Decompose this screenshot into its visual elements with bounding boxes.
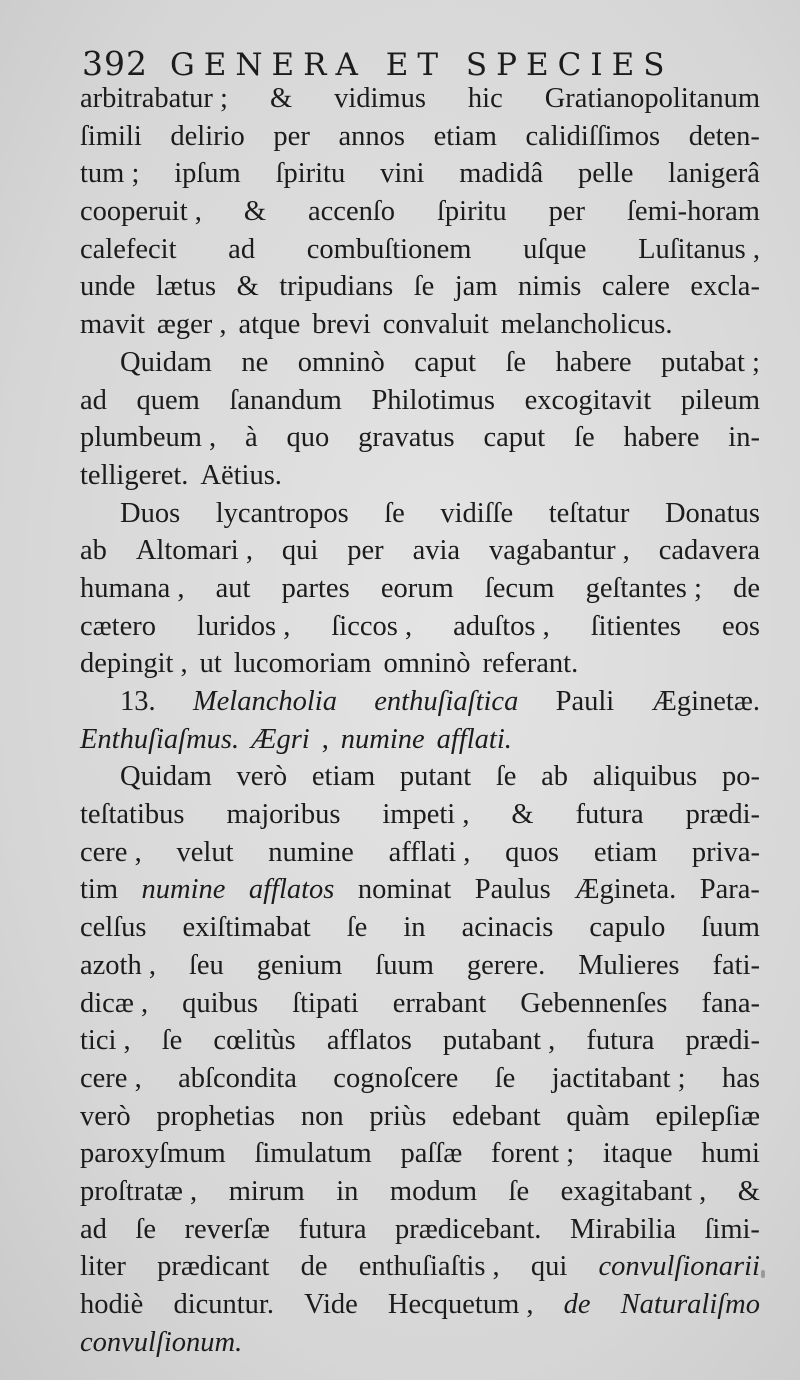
- word: jactitabant ;: [551, 1062, 686, 1094]
- text-line: [80, 758, 760, 796]
- text-line: [80, 495, 760, 533]
- word: quos: [505, 836, 560, 868]
- word: priva-: [691, 836, 760, 868]
- word: ſtipati: [292, 987, 359, 1019]
- word: ad: [80, 1213, 107, 1245]
- word: ſanandum: [229, 384, 342, 416]
- word: azoth ,: [80, 949, 156, 981]
- text-line: [80, 382, 760, 420]
- word: uſque: [523, 233, 587, 265]
- word: teſtatibus: [80, 799, 185, 831]
- word: ſemi-horam: [627, 196, 760, 228]
- word: eorum: [380, 572, 454, 604]
- word: accenſo: [308, 196, 396, 228]
- text-line: [80, 1248, 760, 1286]
- word: humi: [701, 1138, 760, 1170]
- text-line: [80, 947, 760, 985]
- word: vidimus: [334, 83, 426, 114]
- word: Ægineta.: [574, 874, 677, 906]
- word: ſe: [574, 422, 595, 454]
- word: ſe: [413, 271, 435, 303]
- word: Duos: [120, 497, 181, 529]
- word: ſe: [384, 497, 405, 529]
- word: Mulieres: [578, 949, 680, 981]
- word: ſe: [508, 1175, 530, 1207]
- word: impeti ,: [382, 799, 470, 831]
- word: vini: [380, 158, 425, 190]
- word: caput: [414, 346, 476, 378]
- word: ſe: [494, 1062, 516, 1094]
- word: Gratianopolitanum: [544, 83, 760, 114]
- word: calere: [601, 271, 670, 303]
- text-line: [80, 118, 760, 156]
- word: numine: [141, 874, 226, 906]
- word: æger ,: [156, 309, 227, 341]
- word: putant: [399, 761, 472, 793]
- text-line: [80, 1211, 760, 1249]
- word: melancholicus.: [500, 309, 673, 341]
- word: geſtantes ;: [585, 572, 702, 604]
- word: ad: [228, 233, 256, 265]
- ink-mark: [761, 1270, 765, 1278]
- word: &: [243, 196, 267, 228]
- word: etiam: [311, 761, 376, 793]
- word: verò: [80, 1100, 131, 1132]
- word: Naturaliſmo: [620, 1289, 760, 1320]
- word: humana ,: [80, 572, 185, 604]
- text-line: [80, 871, 760, 909]
- word: Hecquetum ,: [387, 1289, 534, 1320]
- word: etiam: [433, 120, 497, 152]
- word: cere ,: [80, 836, 142, 868]
- word: quo: [286, 422, 330, 454]
- word: non: [300, 1100, 344, 1132]
- word: enthuſiaſtis ,: [358, 1251, 500, 1283]
- text-line: [80, 645, 760, 683]
- text-line: [80, 1324, 760, 1362]
- word: ſe: [135, 1213, 156, 1245]
- word: vagabantur ,: [488, 535, 630, 567]
- word: abſcondita: [178, 1062, 297, 1094]
- word: hic: [467, 83, 503, 114]
- word: ut: [199, 648, 222, 680]
- word: combuſtionem: [306, 233, 472, 265]
- word: de: [733, 572, 760, 604]
- word: depingit ,: [80, 648, 188, 680]
- word: Quidam: [120, 346, 212, 378]
- word: pelle: [577, 158, 634, 190]
- word: cadavera: [658, 535, 760, 567]
- word: eos: [721, 610, 760, 642]
- word: gerere.: [466, 949, 546, 981]
- word: gravatus: [358, 422, 455, 454]
- word: putabant ,: [442, 1025, 556, 1057]
- text-line: [80, 457, 760, 495]
- word: Melancholia: [192, 686, 337, 717]
- word: ſiccos ,: [331, 610, 413, 642]
- word: edebant: [452, 1100, 541, 1132]
- word: prophetias: [156, 1100, 276, 1132]
- word: ſpiritu: [275, 158, 346, 190]
- word: atque: [238, 309, 301, 341]
- word: etiam: [593, 836, 658, 868]
- text-line: [80, 419, 760, 457]
- word: excla-: [690, 271, 760, 303]
- word: tripudians: [279, 271, 394, 303]
- word: brevi: [312, 309, 371, 341]
- text-line: [80, 344, 760, 382]
- word: aduſtos ,: [453, 610, 550, 642]
- word: ,: [321, 723, 329, 755]
- word: reverſæ: [184, 1213, 270, 1245]
- text-line: [80, 1060, 760, 1098]
- word: Para-: [699, 874, 760, 906]
- word: paroxyſmum: [80, 1138, 226, 1170]
- word: celſus: [80, 912, 147, 944]
- word: Donatus: [664, 497, 760, 529]
- word: quàm: [566, 1100, 630, 1132]
- word: cognoſcere: [333, 1062, 459, 1094]
- word: hodiè: [80, 1289, 144, 1320]
- text-line: [80, 306, 760, 344]
- word: ſe: [161, 1025, 183, 1057]
- word: plumbeum ,: [80, 422, 217, 454]
- word: proſtratæ ,: [80, 1175, 198, 1207]
- word: fati-: [712, 949, 760, 981]
- word: tim: [80, 874, 119, 906]
- word: quem: [136, 384, 200, 416]
- word: majoribus: [226, 799, 341, 831]
- word: arbitrabatur ;: [80, 83, 228, 114]
- word: ſe: [495, 761, 517, 793]
- word: aliquibus: [592, 761, 698, 793]
- text-line: [80, 1135, 760, 1173]
- word: unde: [80, 271, 136, 303]
- text-line: [80, 231, 760, 269]
- text-line: [80, 570, 760, 608]
- word: aut: [215, 572, 251, 604]
- word: futura: [586, 1025, 655, 1057]
- word: paſſæ: [400, 1138, 463, 1170]
- word: &: [511, 799, 534, 831]
- text-line: [80, 80, 760, 118]
- word: ſe: [346, 912, 368, 944]
- word: verò: [236, 761, 288, 793]
- text-line: [80, 1286, 760, 1324]
- word: afflati.: [436, 723, 512, 755]
- word: tum ;: [80, 158, 140, 190]
- word: Æginetæ.: [651, 686, 760, 717]
- word: tici ,: [80, 1025, 131, 1057]
- word: annos: [338, 120, 405, 152]
- word: teſtatur: [548, 497, 630, 529]
- word: lucomoriam: [233, 648, 372, 680]
- word: deten-: [688, 120, 760, 152]
- word: Enthuſiaſmus.: [80, 723, 240, 755]
- text-line: [80, 683, 760, 721]
- word: prædicant: [157, 1251, 270, 1283]
- text-line: [80, 608, 760, 646]
- word: Mirabilia: [569, 1213, 676, 1245]
- word: prædi-: [685, 799, 760, 831]
- word: omninò: [383, 648, 471, 680]
- word: lætus: [155, 271, 217, 303]
- word: calefecit: [80, 233, 177, 265]
- word: &: [269, 83, 293, 114]
- word: lycantropos: [215, 497, 349, 529]
- word: ſpiritu: [437, 196, 507, 228]
- word: itaque: [602, 1138, 673, 1170]
- text-line: [80, 985, 760, 1023]
- word: pileum: [680, 384, 760, 416]
- text-line: [80, 532, 760, 570]
- word: qui: [530, 1251, 568, 1283]
- word: acinacis: [461, 912, 554, 944]
- word: Philotimus: [371, 384, 495, 416]
- word: dicuntur.: [173, 1289, 274, 1320]
- word: ſuum: [701, 912, 760, 944]
- word: epilepſiæ: [655, 1100, 760, 1132]
- text-line: [80, 1022, 760, 1060]
- word: has: [721, 1062, 760, 1094]
- word: lanigerâ: [668, 158, 760, 190]
- word: afflatos: [326, 1025, 412, 1057]
- word: madidâ: [459, 158, 544, 190]
- word: ſitientes: [590, 610, 681, 642]
- text-line: [80, 796, 760, 834]
- word: in: [403, 912, 426, 944]
- word: luridos ,: [196, 610, 291, 642]
- text-line: [80, 909, 760, 947]
- word: genium: [256, 949, 343, 981]
- word: excogitavit: [524, 384, 652, 416]
- running-title: GENERA ET SPECIES: [170, 47, 674, 83]
- word: per: [347, 535, 384, 567]
- word: ſimulatum: [254, 1138, 372, 1170]
- word: futura: [575, 799, 644, 831]
- word: afflatos: [248, 874, 335, 906]
- word: prædicebant.: [395, 1213, 542, 1245]
- word: &: [737, 1175, 760, 1207]
- word: caput: [483, 422, 546, 454]
- word: per: [548, 196, 586, 228]
- word: per: [273, 120, 310, 152]
- word: numine: [268, 836, 354, 868]
- word: Paulus: [474, 874, 551, 906]
- word: ſimili: [80, 120, 142, 152]
- word: Luſitanus ,: [638, 233, 760, 265]
- word: ab: [541, 761, 569, 793]
- word: modum: [389, 1175, 478, 1207]
- word: ne: [241, 346, 269, 378]
- word: exagitabant ,: [560, 1175, 707, 1207]
- word: afflati ,: [388, 836, 471, 868]
- word: nimis: [518, 271, 582, 303]
- word: convulſionarii: [598, 1251, 760, 1283]
- word: errabant: [392, 987, 487, 1019]
- body-text: [80, 80, 760, 1361]
- word: numine: [340, 723, 425, 755]
- word: in-: [728, 422, 760, 454]
- word: de: [563, 1289, 591, 1320]
- word: ſuum: [375, 949, 434, 981]
- text-line: [80, 1098, 760, 1136]
- word: putabat ;: [660, 346, 760, 378]
- word: convulſionum.: [80, 1326, 243, 1358]
- word: mirum: [228, 1175, 305, 1207]
- word: delirio: [170, 120, 245, 152]
- word: mavit: [80, 309, 145, 341]
- word: ipſum: [174, 158, 241, 190]
- word: referant.: [482, 648, 579, 680]
- text-line: [80, 268, 760, 306]
- word: velut: [176, 836, 234, 868]
- word: jam: [454, 271, 498, 303]
- word: ſimi-: [704, 1213, 760, 1245]
- word: qui: [281, 535, 319, 567]
- word: in: [336, 1175, 359, 1207]
- word: telligeret.: [80, 459, 189, 491]
- word: ſeu: [188, 949, 224, 981]
- word: cœlitùs: [213, 1025, 296, 1057]
- word: avia: [412, 535, 461, 567]
- word: &: [236, 271, 259, 303]
- word: fana-: [701, 987, 760, 1019]
- text-line: [80, 155, 760, 193]
- word: Gebennenſes: [520, 987, 668, 1019]
- word: cooperuit ,: [80, 196, 202, 228]
- text-line: [80, 193, 760, 231]
- word: habere: [623, 422, 700, 454]
- word: calidiſſimos: [525, 120, 661, 152]
- word: omninò: [297, 346, 385, 378]
- word: habere: [555, 346, 632, 378]
- word: de: [300, 1251, 328, 1283]
- text-line: [80, 1173, 760, 1211]
- word: quibus: [182, 987, 259, 1019]
- word: 13.: [120, 686, 156, 717]
- word: à: [245, 422, 258, 454]
- word: Pauli: [555, 686, 615, 717]
- word: partes: [281, 572, 350, 604]
- text-line: [80, 834, 760, 872]
- word: ſecum: [484, 572, 555, 604]
- word: forent ;: [491, 1138, 575, 1170]
- word: capulo: [589, 912, 666, 944]
- word: ad: [80, 384, 107, 416]
- word: ab: [80, 535, 107, 567]
- word: Vide: [304, 1289, 358, 1320]
- word: cere ,: [80, 1062, 142, 1094]
- word: prædi-: [685, 1025, 760, 1057]
- word: Ægri: [251, 723, 310, 755]
- word: vidiſſe: [440, 497, 514, 529]
- word: futura: [298, 1213, 367, 1245]
- word: convaluit: [382, 309, 489, 341]
- page-number: 392: [82, 44, 148, 83]
- word: Quidam: [120, 761, 212, 793]
- word: ſe: [505, 346, 527, 378]
- word: po-: [721, 761, 760, 793]
- word: priùs: [369, 1100, 427, 1132]
- word: enthuſiaſtica: [374, 686, 519, 717]
- word: Altomari ,: [135, 535, 253, 567]
- word: dicæ ,: [80, 987, 149, 1019]
- word: nominat: [357, 874, 452, 906]
- word: liter: [80, 1251, 126, 1283]
- text-line: [80, 721, 760, 759]
- word: exiſtimabat: [182, 912, 311, 944]
- word: Aëtius.: [200, 459, 282, 491]
- word: cætero: [80, 610, 156, 642]
